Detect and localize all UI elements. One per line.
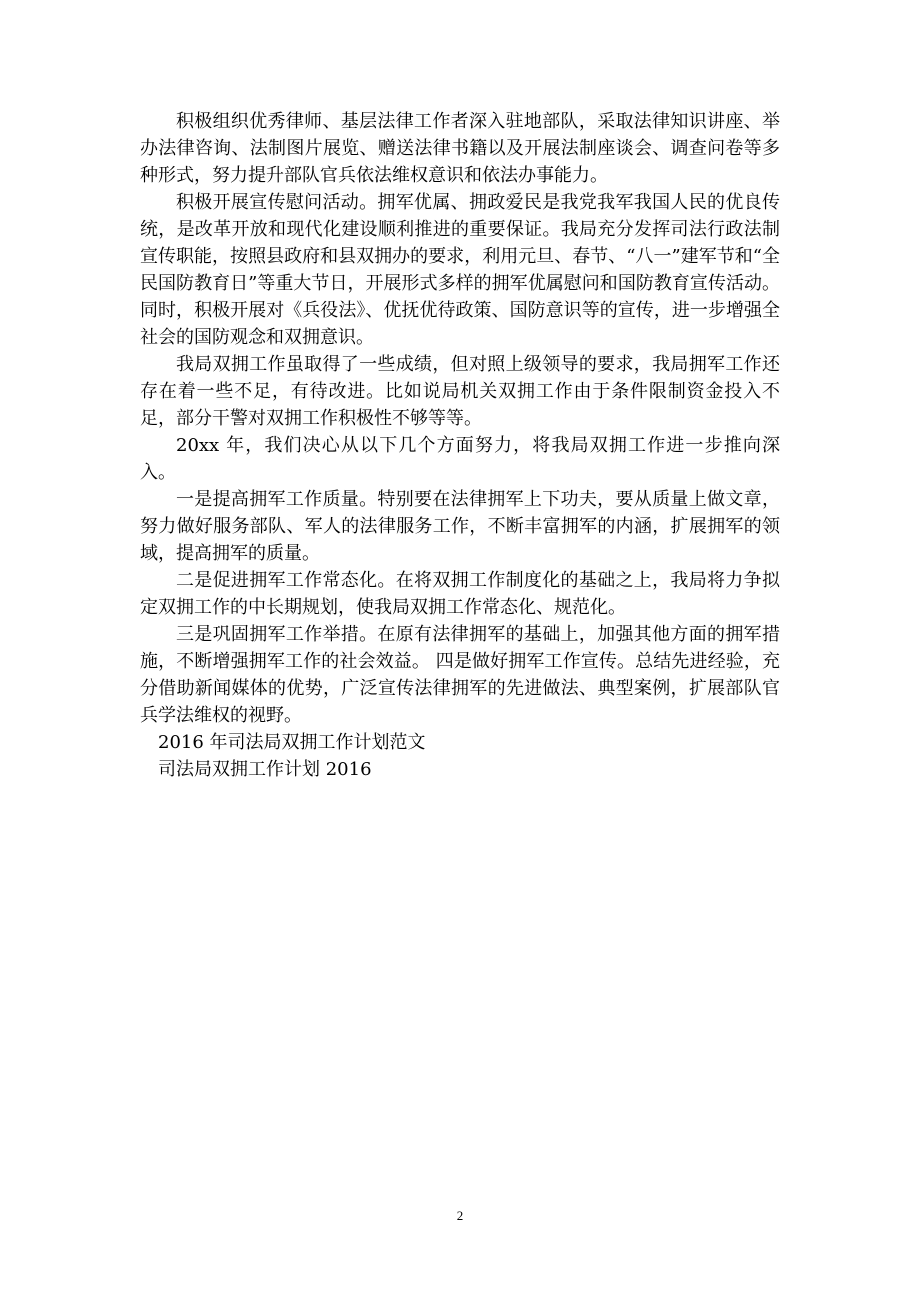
paragraph-legal-services: 积极组织优秀律师、基层法律工作者深入驻地部队，采取法律知识讲座、举办法律咨询、法制图片展览、赠送法律书籍以及开展法制座谈会、调查问卷等多种形式，努力提升部队官兵依法维权意识和依法办事能力。 <box>140 111 780 186</box>
related-title-1: 2016 年司法局双拥工作计划范文 <box>158 732 426 753</box>
paragraph-next-year-goal: 20xx 年，我们决心从以下几个方面努力，将我局双拥工作进一步推向深入。 <box>140 435 780 483</box>
paragraph-goal-one: 一是提高拥军工作质量。特别要在法律拥军上下功夫，要从质量上做文章，努力做好服务部队、军人的法律服务工作，不断丰富拥军的内涵，扩展拥军的领域，提高拥军的质量。 <box>140 489 780 564</box>
paragraph-shortcomings: 我局双拥工作虽取得了一些成绩，但对照上级领导的要求，我局拥军工作还存在着一些不足，有待改进。比如说局机关双拥工作由于条件限制资金投入不足，部分干警对双拥工作积极性不够等等。 <box>140 354 780 429</box>
page-number: 2 <box>456 1208 464 1223</box>
paragraph-goal-three-four: 三是巩固拥军工作举措。在原有法律拥军的基础上，加强其他方面的拥军措施，不断增强拥军工作的社会效益。 四是做好拥军工作宣传。总结先进经验，充分借助新闻媒体的优势，广泛宣传法律拥军的先进做法、典型案例，扩展部队官兵学法维权的视野。 <box>140 624 780 726</box>
paragraph-goal-two: 二是促进拥军工作常态化。在将双拥工作制度化的基础之上，我局将力争拟定双拥工作的中长期规划，使我局双拥工作常态化、规范化。 <box>140 570 780 618</box>
paragraph-publicity-activities: 积极开展宣传慰问活动。拥军优属、拥政爱民是我党我军我国人民的优良传统，是改革开放和现代化建设顺利推进的重要保证。我局充分发挥司法行政法制宣传职能，按照县政府和县双拥办的要求，利用元旦、春节、“八一”建军节和“全民国防教育日”等重大节日，开展形式多样的拥军优属慰问和国防教育宣传活动。同时，积极开展对《兵役法》、优抚优待政策、国防意识等的宣传，进一步增强全社会的国防观念和双拥意识。 <box>140 192 780 348</box>
related-title-2: 司法局双拥工作计划 2016 <box>158 759 372 780</box>
document-body <box>140 108 780 783</box>
